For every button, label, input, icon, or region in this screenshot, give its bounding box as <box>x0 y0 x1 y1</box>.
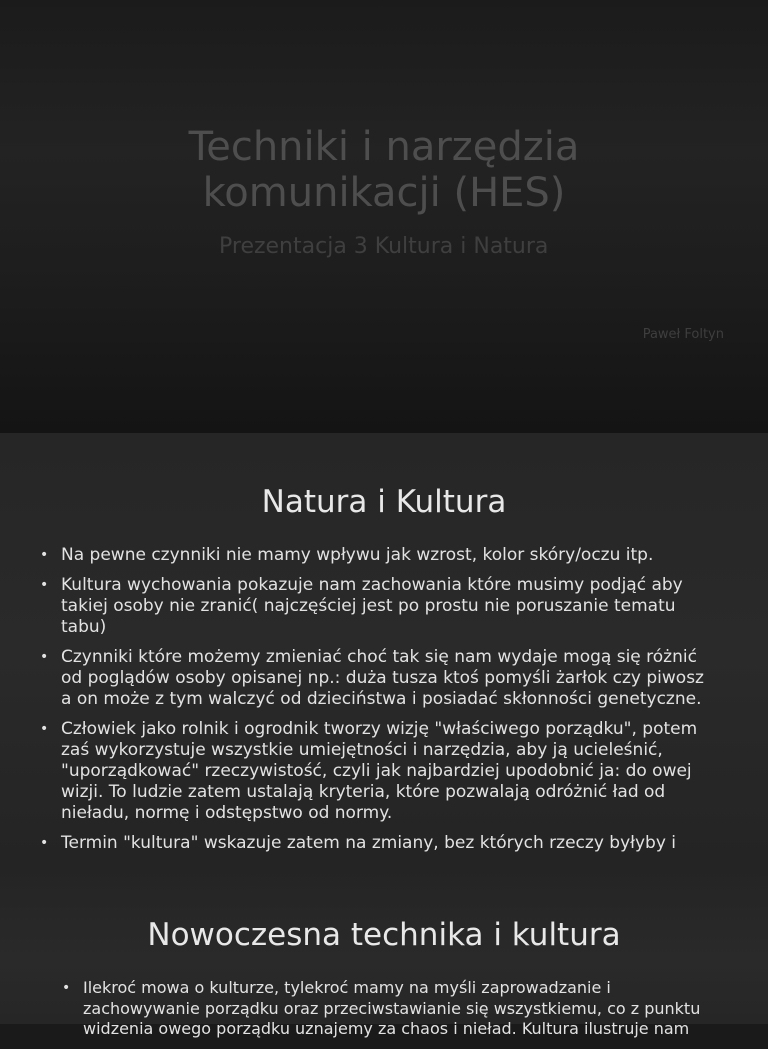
bullet-text: Człowiek jako rolnik i ogrodnik tworzy wizję "właściwego porządku", potem zaś wykorzystuje wszystkie umiejętności i narzędzia, aby ją ucieleśnić, "uporządkować" rzeczywistość, czyli jak najbardziej upodobnić ja: do owej wizji. To ludzie zatem ustalają kryteria, które pozwalają odróżnić ład od nieładu, normę i odstępstwo od normy. <box>61 719 698 823</box>
bullet-icon: • <box>40 649 49 665</box>
bullet-text: Na pewne czynniki nie mamy wpływu jak wzrost, kolor skóry/oczu itp. <box>61 545 654 565</box>
content-slide-natura <box>0 433 768 866</box>
bullet-text: Termin "kultura" wskazuje zatem na zmiany, bez których rzeczy byłyby i <box>61 833 677 853</box>
slide-heading: Natura i Kultura <box>261 484 507 520</box>
content-slide-technika <box>0 866 768 1038</box>
bullet-icon: • <box>40 577 49 593</box>
author-name: Paweł Foltyn <box>642 327 724 342</box>
bullet-list <box>40 545 710 863</box>
bullet-item <box>40 545 710 566</box>
bullet-icon: • <box>40 721 49 737</box>
presentation-title <box>0 124 768 216</box>
bullet-item <box>40 833 710 854</box>
bullet-item <box>62 978 712 1040</box>
bullet-item <box>40 575 710 638</box>
bullet-list <box>62 978 712 1049</box>
title-line: Techniki i narzędzia <box>188 124 580 170</box>
bullet-item <box>40 647 710 710</box>
bullet-text: Ilekroć mowa o kulturze, tylekroć mamy na myśli zaprowadzanie i zachowywanie porządku oraz przeciwstawianie się wszystkiemu, co z punktu widzenia owego porządku uznajemy za chaos i nieład. Kultura ilustruje nam <box>83 978 701 1038</box>
bullet-icon: • <box>62 980 71 996</box>
bullet-item <box>40 719 710 824</box>
bullet-icon: • <box>40 835 49 851</box>
slide-heading: Nowoczesna technika i kultura <box>147 917 621 953</box>
bullet-text: Kultura wychowania pokazuje nam zachowania które musimy podjąć aby takiej osoby nie zranić( najczęściej jest po prostu nie poruszanie tematu tabu) <box>61 575 683 637</box>
title-slide <box>0 0 768 433</box>
presentation-subtitle: Prezentacja 3 Kultura i Natura <box>219 234 549 259</box>
title-line: komunikacji (HES) <box>202 170 566 216</box>
bullet-text: Czynniki które możemy zmieniać choć tak się nam wydaje mogą się różnić od poglądów osoby opisanej np.: duża tusza ktoś pomyśli żarłok czy piwosz a on może z tym walczyć od dzieciństwa i posiadać skłonności genetyczne. <box>61 647 704 709</box>
bullet-icon: • <box>40 547 49 563</box>
